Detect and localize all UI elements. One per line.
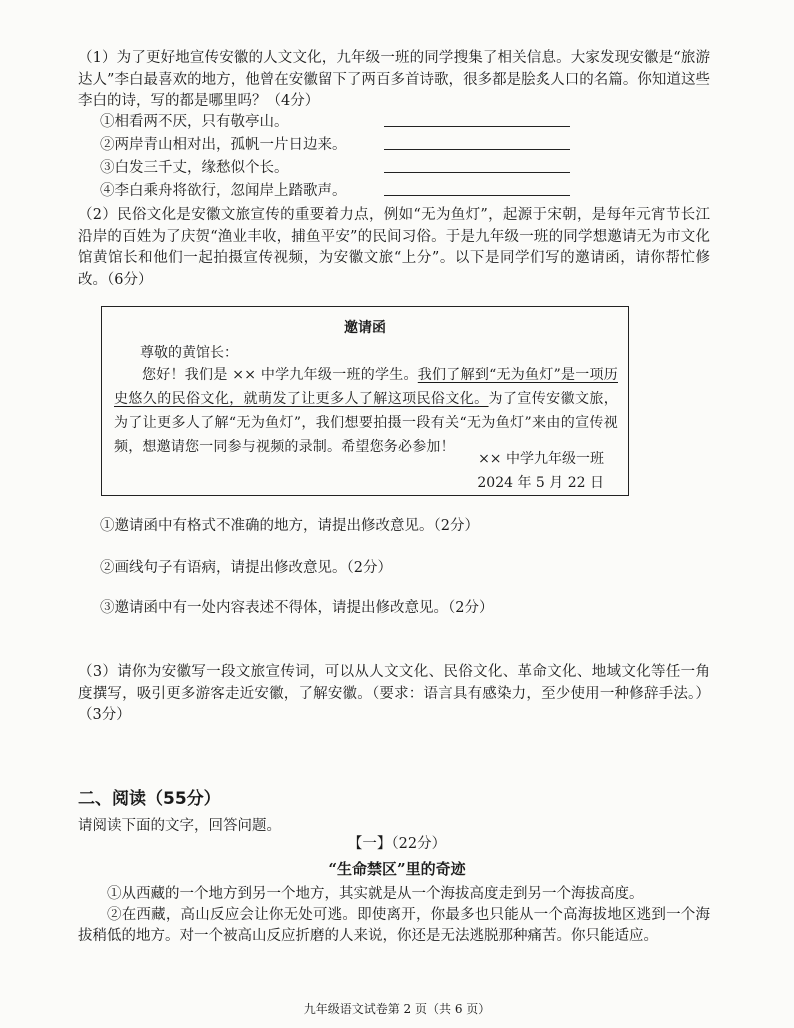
- answer-line-3: [384, 172, 570, 173]
- article-paragraph-1: ①从西藏的一个地方到另一个地方，其实就是从一个海拔高度走到另一个海拔高度。: [107, 886, 644, 902]
- letter-date: 2024 年 5 月 22 日: [477, 475, 604, 491]
- invitation-letter-box: [101, 306, 629, 496]
- poem-item-2: ②两岸青山相对出，孤帆一片日边来。: [100, 137, 347, 153]
- letter-salutation: 尊敬的黄馆长：: [140, 345, 238, 361]
- section-title: 二、阅读（55分）: [78, 789, 221, 809]
- answer-line-4: [384, 195, 570, 196]
- letter-body: [114, 363, 618, 459]
- part-label: 【一】（22分）: [347, 836, 447, 852]
- answer-line-1: [384, 126, 570, 127]
- page-footer: 九年级语文试卷第 2 页（共 6 页）: [303, 1002, 491, 1016]
- question-2-text: （2）民俗文化是安徽文旅宣传的重要着力点，例如“无为鱼灯”，起源于宋朝，是每年元宵节长江沿岸的百姓为了庆贺“渔业丰收，捕鱼平安”的民间习俗。于是九年级一班的同学想邀请无为市文化馆黄馆长和他们一起拍摄宣传视频，为安徽文旅“上分”。以下是同学们写的邀请函，请你帮忙修改。（6分）: [78, 207, 710, 288]
- poem-item-3: ③白发三千丈，缘愁似个长。: [100, 160, 289, 176]
- article-paragraph-2: ②在西藏，高山反应会让你无处可逃。即使离开，你最多也只能从一个高海拔地区逃到一个海拔稍低的地方。对一个被高山反应折磨的人来说，你还是无法逃脱那种痛苦。你只能适应。: [78, 907, 710, 944]
- question-3-text: （3）请你为安徽写一段文旅宣传词，可以从人文文化、民俗文化、革命文化、地域文化等任一角度撰写，吸引更多游客走近安徽，了解安徽。（要求：语言具有感染力，至少使用一种修辞手法。）（3分）: [78, 664, 710, 723]
- letter-underlined-sentence: 我们了解到“无为鱼灯”是一项历史悠久的民俗文化，就萌发了让更多人了解这项民俗文化。: [114, 367, 618, 407]
- subquestion-1: ①邀请函中有格式不准确的地方，请提出修改意见。（2分）: [100, 518, 479, 534]
- subquestion-3: ③邀请函中有一处内容表述不得体，请提出修改意见。（2分）: [100, 600, 494, 616]
- article-title: “生命禁区”里的奇迹: [328, 860, 466, 878]
- letter-body-end: 为了宣传安徽文旅，为了让更多人了解“无为鱼灯”，我们想要拍摄一段有关“无为鱼灯”来由的宣传视频，想邀请您一同参与视频的录制。希望您务必参加！: [114, 391, 618, 455]
- letter-body-start: 您好！我们是 ×× 中学九年级一班的学生。: [142, 367, 418, 383]
- letter-signature: ×× 中学九年级一班: [478, 451, 604, 467]
- subquestion-2: ②画线句子有语病，请提出修改意见。（2分）: [100, 560, 392, 576]
- question-1-text: （1）为了更好地宣传安徽的人文文化，九年级一班的同学搜集了相关信息。大家发现安徽是“旅游达人”李白最喜欢的地方，他曾在安徽留下了两百多首诗歌，很多都是脍炙人口的名篇。你知道这些李白的诗，写的都是哪里吗？（4分）: [78, 50, 710, 109]
- section-instruction: 请阅读下面的文字，回答问题。: [78, 818, 281, 834]
- poem-item-4: ④李白乘舟将欲行，忽闻岸上踏歌声。: [100, 183, 347, 199]
- answer-line-2: [384, 149, 570, 150]
- letter-title: 邀请函: [344, 320, 386, 336]
- poem-item-1: ①相看两不厌，只有敬亭山。: [100, 114, 289, 130]
